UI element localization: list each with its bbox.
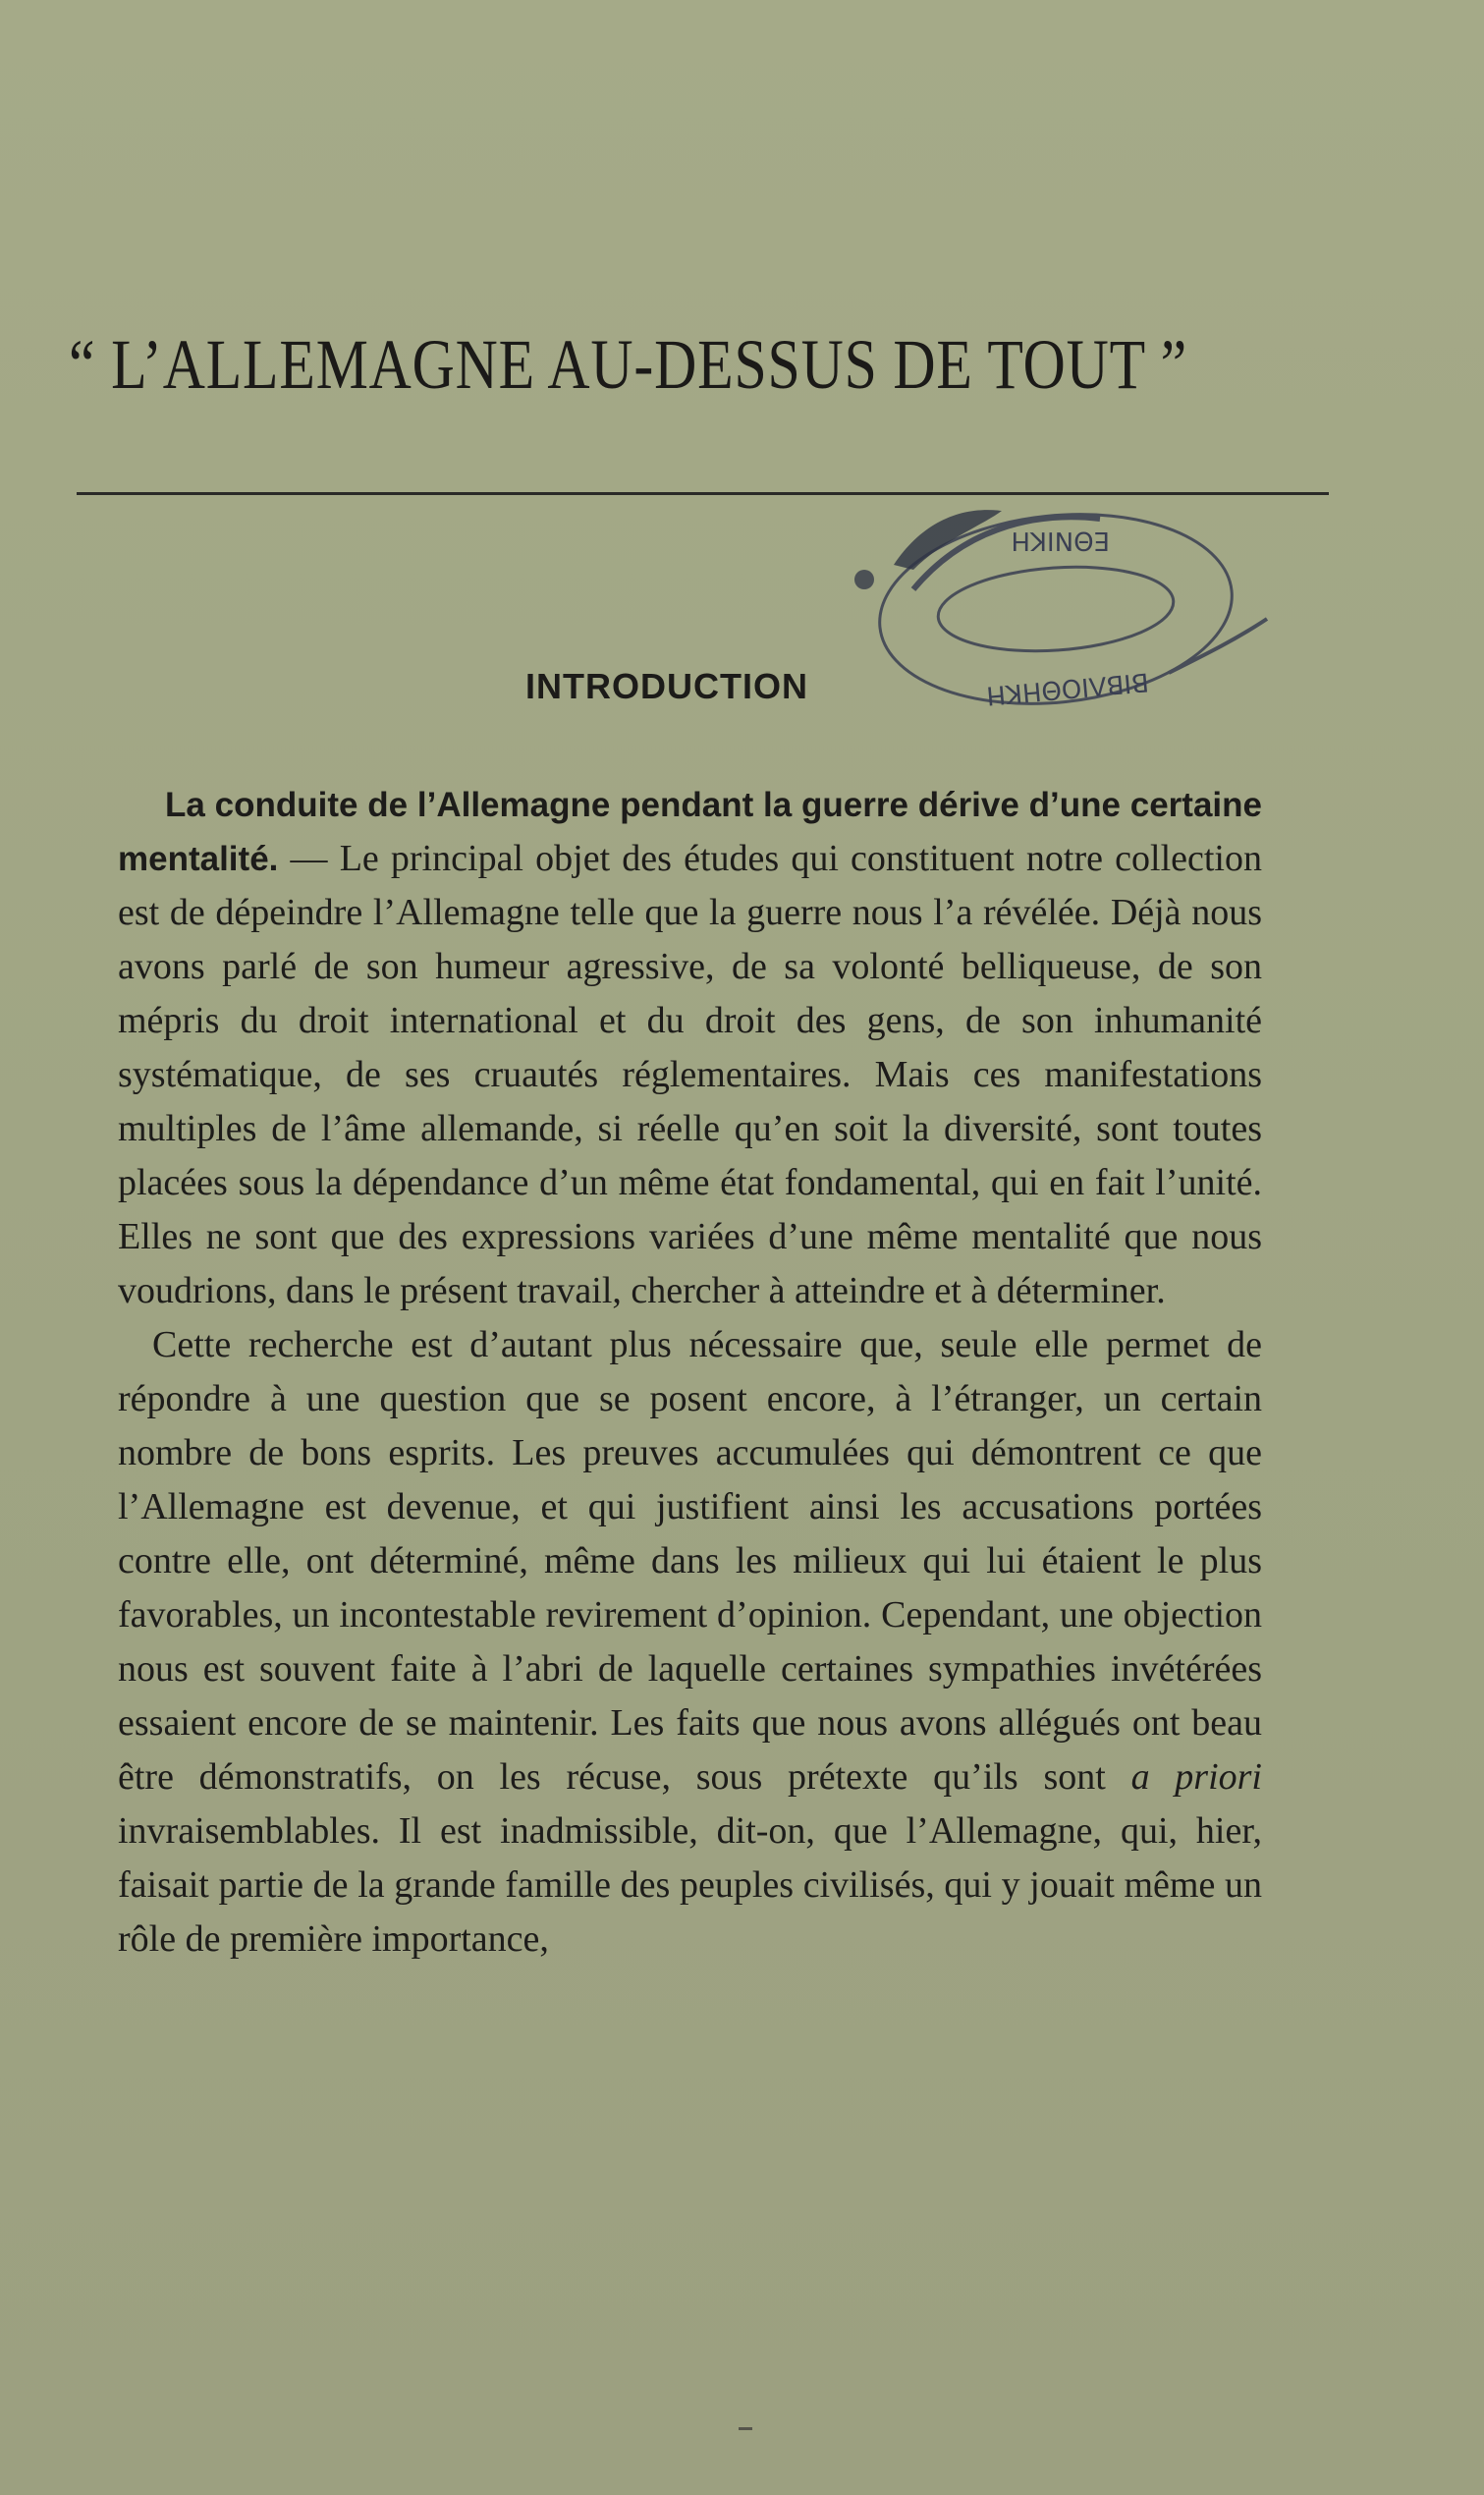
paragraph-2 <box>118 1318 1262 1967</box>
body-text <box>118 778 1262 1967</box>
section-heading: INTRODUCTION <box>525 666 808 706</box>
paragraph-2-italic: a priori <box>1130 1756 1262 1798</box>
stamp-text-top: ΕΘΝΙΚΗ <box>1011 526 1110 555</box>
paragraph-1-lead: La conduite de l’Allemagne pendant la guerre dérive d’une certaine mentalité. <box>118 786 1262 878</box>
paragraph-1-text: — Le principal objet des études qui constituent notre collection est de dépeindre l’Allemagne telle que la guerre nous l’a révélée. Déjà nous avons parlé de son humeur agressive, de sa volonté belliqueuse, de son mépris du droit international et du droit des gens, de son inhumanité systématique, de ses cruautés réglementaires. Mais ces manifestations multiples de l’âme allemande, si réelle qu’en soit la diversité, sont toutes placées sous la dépendance d’un même état fondamental, qui en fait l’unité. Elles ne sont que des expressions variées d’une même mentalité que nous voudrions, dans le présent travail, chercher à atteindre et à déterminer. <box>118 838 1262 1311</box>
paragraph-2-text-after: invraisemblables. Il est inadmissible, dit-on, que l’Allemagne, qui, hier, faisait partie de la grande famille des peuples civilisés, qui y jouait même un rôle de première importance, <box>118 1810 1262 1960</box>
paragraph-1 <box>118 778 1262 1318</box>
library-stamp-icon <box>805 471 1316 756</box>
footer-mark <box>739 2427 752 2430</box>
page-title: “ L’ALLEMAGNE AU-DESSUS DE TOUT ” <box>69 325 1188 404</box>
paragraph-2-text-before: Cette recherche est d’autant plus nécessaire que, seule elle permet de répondre à une question que se posent encore, à l’étranger, un certain nombre de bons esprits. Les preuves accumulées qui démontrent ce que l’Allemagne est devenue, et qui justifient ainsi les accusations portées contre elle, ont déterminé, même dans les milieux qui lui étaient le plus favorables, un incontestable revirement d’opinion. Cependant, une objection nous est souvent faite à l’abri de laquelle certaines sympathies invétérées essaient encore de se maintenir. Les faits que nous avons allégués ont beau être démonstratifs, on les récuse, sous prétexte qu’ils sont <box>118 1324 1262 1798</box>
stamp-text-bottom: ΒΙΒΛΙΟΘΗΚΗ <box>985 666 1150 710</box>
